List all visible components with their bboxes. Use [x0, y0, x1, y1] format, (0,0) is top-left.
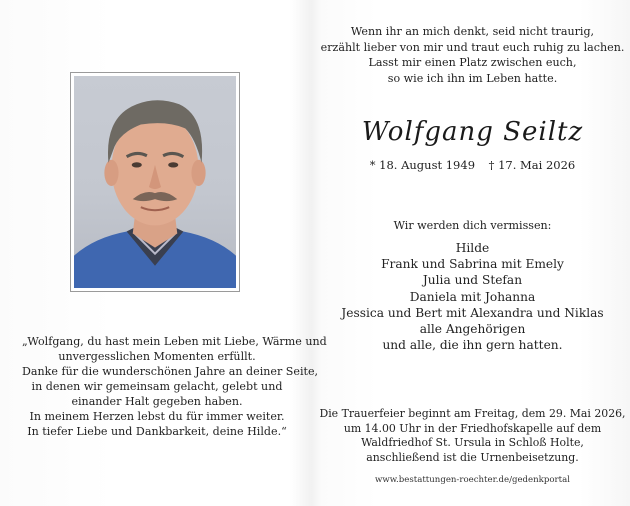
quote-line: „Wolfgang, du hast mein Leben mit Liebe, Wärme und	[22, 335, 327, 348]
portrait-photo	[74, 76, 236, 288]
mourner-entry: Daniela mit Johanna	[409, 289, 536, 304]
mourner-entry: alle Angehörigen	[419, 322, 526, 337]
mourner-entry: Jessica und Bert mit Alexandra und Niklas	[341, 305, 604, 320]
mourner-entry: und alle, die ihn gern hatten.	[382, 338, 563, 353]
funeral-line: Die Trauerfeier beginnt am Freitag, dem 29. Mai 2026,	[319, 407, 626, 420]
verse-line: so wie ich ihn im Leben hatte.	[387, 71, 558, 85]
memorial-portal-url: www.bestattungen-roechter.de/gedenkportal	[374, 475, 570, 485]
miss-line: Wir werden dich vermissen:	[393, 219, 552, 232]
verse-line: Wenn ihr an mich denkt, seid nicht traurig,	[350, 25, 595, 38]
death-date: † 17. Mai 2026	[488, 158, 576, 172]
funeral-line: Waldfriedhof St. Ursula in Schloß Holte,	[361, 436, 584, 449]
verse	[315, 24, 630, 86]
quote-line: Danke für die wunderschönen Jahre an deiner Seite,	[22, 365, 319, 378]
funeral-line: um 14.00 Uhr in der Friedhofskapelle auf dem	[343, 421, 602, 435]
mourners-list	[315, 240, 630, 353]
quote-line: In tiefer Liebe und Dankbarkeit, deine Hilde.“	[27, 425, 287, 438]
farewell-quote	[22, 334, 327, 439]
portrait-frame	[70, 72, 240, 292]
quote-line: in denen wir gemeinsam gelacht, gelebt und	[31, 380, 283, 393]
mourner-entry: Julia und Stefan	[422, 273, 523, 288]
quote-line: In meinem Herzen lebst du für immer weiter.	[29, 410, 285, 423]
funeral-line: anschließend ist die Urnenbeisetzung.	[366, 450, 579, 464]
birth-date: * 18. August 1949	[369, 158, 476, 172]
deceased-name: Wolfgang Seiltz	[361, 117, 584, 147]
funeral-info	[315, 407, 630, 465]
right-page	[315, 0, 630, 506]
quote-line: einander Halt gegeben haben.	[71, 395, 243, 408]
mourner-entry: Frank und Sabrina mit Emely	[381, 257, 564, 272]
quote-line: unvergesslichen Momenten erfüllt.	[58, 350, 256, 363]
mourner-entry: Hilde	[455, 241, 490, 255]
verse-line: Lasst mir einen Platz zwischen euch,	[368, 56, 577, 69]
verse-line: erzählt lieber von mir und traut euch ruhig zu lachen.	[320, 40, 625, 54]
life-dates	[315, 158, 630, 172]
portrait-illustration	[74, 76, 236, 288]
